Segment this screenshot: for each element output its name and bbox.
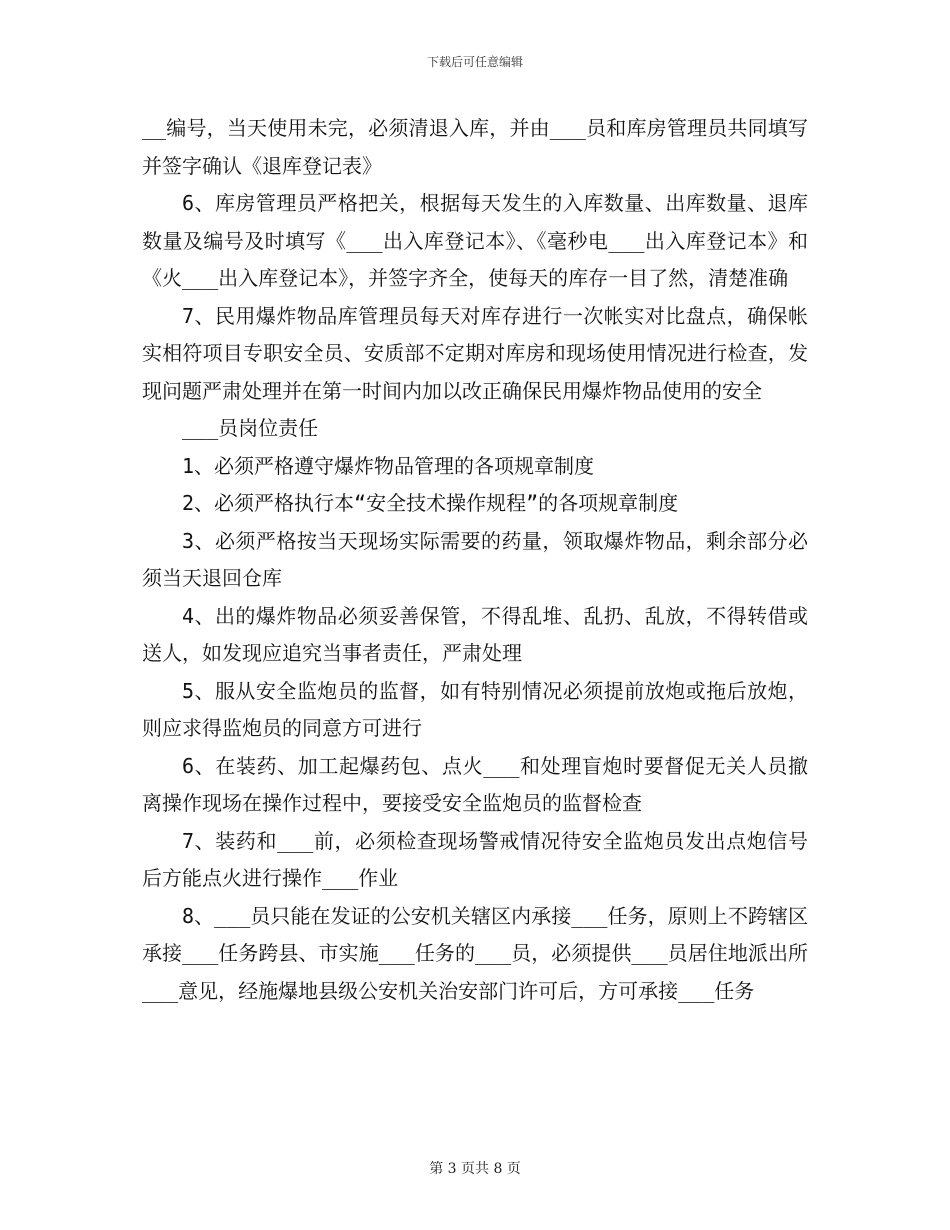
duty-item-1: 1、必须严格遵守爆炸物品管理的各项规章制度 xyxy=(182,453,595,478)
section-heading: ___员岗位责任 xyxy=(182,416,319,440)
page-footer: 第 3 页共 8 页 xyxy=(429,1161,521,1177)
duty-item-5: 5、服从安全监炮员的监督，如有特别情况必须提前放炮或拖后放炮，则应求得监炮员的同意方可进行 xyxy=(142,678,808,740)
paragraph-item-6: 6、库房管理员严格把关，根据每天发生的入库数量、出库数量、退库数量及编号及时填写《___出入库登记本》、《毫秒电___出入库登记本》和《火___出入库登记本》，并签字齐全，使每天的库存一目了然，清楚准确 xyxy=(142,191,808,290)
paragraph-continuation: __编号，当天使用未完，必须清退入库，并由___员和库房管理员共同填写并签字确认《退库登记表》 xyxy=(142,116,808,178)
paragraph-item-7: 7、民用爆炸物品库管理员每天对库存进行一次帐实对比盘点，确保帐实相符项目专职安全员、安质部不定期对库房和现场使用情况进行检查，发现问题严肃处理并在第一时间内加以改正确保民用爆炸物品使用的安全 xyxy=(142,303,808,403)
duty-item-8: 8、___员只能在发证的公安机关辖区内承接___任务，原则上不跨辖区承接___任务跨县、市实施___任务的___员，必须提供___员居住地派出所___意见，经施爆地县级公安机关治安部门许可后，方可承接___任务 xyxy=(142,903,808,1003)
duty-item-6: 6、在装药、加工起爆药包、点火___和处理盲炮时要督促无关人员撤离操作现场在操作过程中，要接受安全监炮员的监督检查 xyxy=(142,753,808,815)
duty-item-7: 7、装药和___前，必须检查现场警戒情况待安全监炮员发出点炮信号后方能点火进行操作___作业 xyxy=(142,828,808,890)
duty-item-2: 2、必须严格执行本“安全技术操作规程”的各项规章制度 xyxy=(182,491,679,515)
page-header: 下载后可任意编辑 xyxy=(426,55,523,69)
document-body xyxy=(142,110,808,1010)
duty-item-3: 3、必须严格按当天现场实际需要的药量，领取爆炸物品，剩余部分必须当天退回仓库 xyxy=(142,528,808,590)
duty-item-4: 4、出的爆炸物品必须妥善保管，不得乱堆、乱扔、乱放，不得转借或送人，如发现应追究当事者责任，严肃处理 xyxy=(142,603,808,665)
